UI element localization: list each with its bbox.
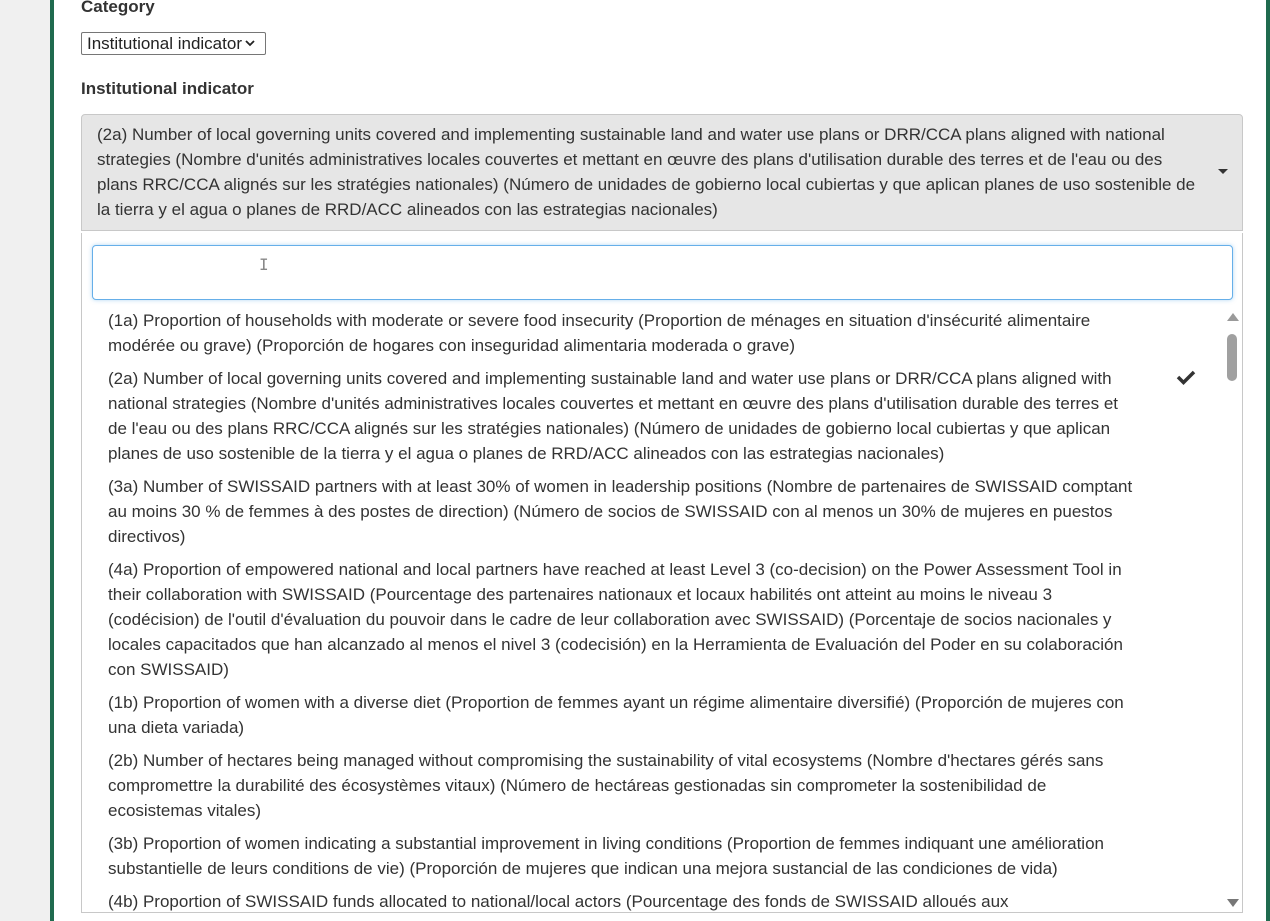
option-2b[interactable] [82,748,1222,831]
category-select-value: Institutional indicator [87,34,242,53]
scroll-down-arrow-icon[interactable] [1227,899,1239,907]
scrollbar-thumb[interactable] [1227,334,1237,381]
option-2a[interactable] [82,366,1222,474]
category-label: Category [81,0,155,16]
caret-down-icon [1218,169,1228,174]
text-cursor-icon: I [259,255,269,274]
option-label: (4a) Proportion of empowered national and local partners have reached at least Level 3 (co-decision) on the Power Assessment Tool in their collaboration with SWISSAID (Pourcentage des partenaires nationaux et locaux habilités ont atteint au moins le niveau 3 (codécision) de l'outil d'évaluation du pouvoir dans le cadre de leur collaboration avec SWISSAID) (Porcentaje de socios nacionales y locales capacitados que han alcanzado al menos el nivel 3 (codecisión) en la Herramienta de Evaluación del Poder en su colaboración con SWISSAID) [108,560,1123,679]
options-list [82,308,1222,913]
option-label: (1a) Proportion of households with moderate or severe food insecurity (Proportion de ménages en situation d'insécurité alimentaire modérée ou grave) (Proporción de hogares con inseguridad alimentaria moderada o grave) [108,311,1091,355]
scroll-up-arrow-icon[interactable] [1227,313,1239,321]
indicator-dropdown [81,233,1243,913]
indicator-select-value: (2a) Number of local governing units covered and implementing sustainable land and water use plans or DRR/CCA plans aligned with national strategies (Nombre d'unités administratives locales couvertes et mettant en œuvre des plans d'utilisation durable des terres et de l'eau ou des plans RRC/CCA alignés sur les stratégies nationales) (Número de unidades de gobierno local cubiertas y que aplican planes de uso sostenible de la tierra y el agua o planes de RRD/ACC alineados con las estrategias nacionales) [97,125,1196,219]
option-label: (4b) Proportion of SWISSAID funds allocated to national/local actors (Pourcentage des fonds de SWISSAID alloués aux [108,892,1009,911]
option-label: (2b) Number of hectares being managed without compromising the sustainability of vital ecosystems (Nombre d'hectares gérés sans compromettre la durabilité des écosystèmes vitaux) (Número de hectáreas gestionadas sin comprometer la sostenibilidad de ecosistemas vitales) [108,751,1104,820]
option-1b[interactable] [82,690,1222,748]
option-4a[interactable] [82,557,1222,690]
option-label: (2a) Number of local governing units covered and implementing sustainable land and water use plans or DRR/CCA plans aligned with national strategies (Nombre d'unités administratives locales couvertes et mettant en œuvre des plans d'utilisation durable des terres et de l'eau ou des plans RRC/CCA alignés sur les stratégies nationales) (Número de unidades de gobierno local cubiertas y que aplican planes de uso sostenible de la tierra y el agua o planes de RRD/ACC alineados con las estrategias nacionales) [108,369,1118,463]
option-label: (3b) Proportion of women indicating a substantial improvement in living conditions (Proportion de femmes indiquant une amélioration substantielle de leurs conditions de vie) (Proporción de mujeres que indican una mejora sustancial de las condiciones de vida) [108,834,1104,878]
option-label: (1b) Proportion of women with a diverse diet (Proportion de femmes ayant un régime alimentaire diversifié) (Proporción de mujeres con una dieta variada) [108,693,1124,737]
option-4b[interactable] [82,889,1222,913]
chevron-down-icon [245,40,255,47]
checkmark-icon [1176,369,1196,385]
option-3a[interactable] [82,474,1222,557]
options-scrollbar[interactable] [1222,308,1242,913]
indicator-select[interactable] [81,114,1243,231]
indicator-label: Institutional indicator [81,79,254,98]
option-label: (3a) Number of SWISSAID partners with at least 30% of women in leadership positions (Nombre de partenaires de SWISSAID comptant au moins 30 % de femmes à des postes de direction) (Número de socios de SWISSAID con al menos un 30% de mujeres en puestos directivos) [108,477,1133,546]
category-select[interactable] [81,32,266,55]
page-right-border [1266,0,1270,921]
option-1a[interactable] [82,308,1222,366]
option-3b[interactable] [82,831,1222,889]
